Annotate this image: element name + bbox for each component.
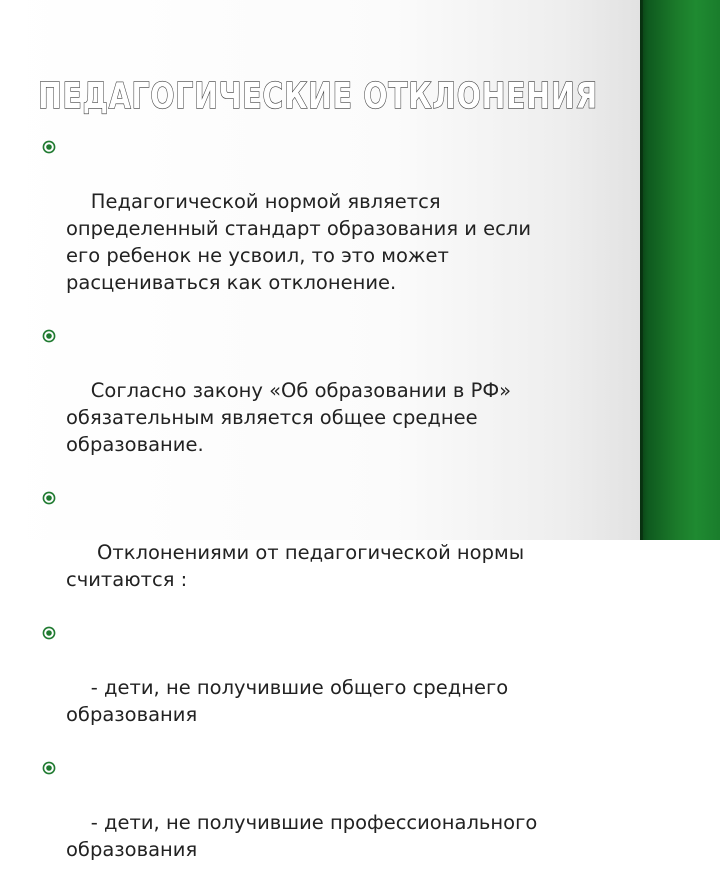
- bullet-list: [42, 134, 602, 890]
- bullet-text-4: - дети, не получившие общего среднего образования: [66, 676, 509, 726]
- circle-dot-icon: [42, 329, 56, 343]
- slide-title-text: ПЕДАГОГИЧЕСКИЕ ОТКЛОНЕНИЯ: [38, 76, 598, 117]
- bullet-text-3: Отклонениями от педагогической нормы считаются :: [66, 541, 525, 591]
- circle-dot-icon: [42, 140, 56, 154]
- bullet-item-3: [42, 485, 602, 620]
- bullet-item-2: [42, 323, 602, 485]
- bullet-text-2: Согласно закону «Об образовании в РФ» обязательным является общее среднее образование.: [66, 379, 512, 456]
- slide-title-svg: [38, 70, 638, 120]
- green-side-band: [640, 0, 720, 540]
- bullet-text-1: Педагогической нормой является определенный стандарт образования и если его ребенок не усвоил, то это может расцениваться как отклонение.: [66, 190, 532, 294]
- circle-dot-icon: [42, 491, 56, 505]
- bullet-item-1: [42, 134, 602, 323]
- circle-dot-icon: [42, 626, 56, 640]
- slide-title: [38, 70, 638, 120]
- bullet-item-4: [42, 620, 602, 755]
- bullet-item-5: [42, 755, 602, 890]
- circle-dot-icon: [42, 761, 56, 775]
- bullet-text-5: - дети, не получившие профессионального образования: [66, 811, 538, 861]
